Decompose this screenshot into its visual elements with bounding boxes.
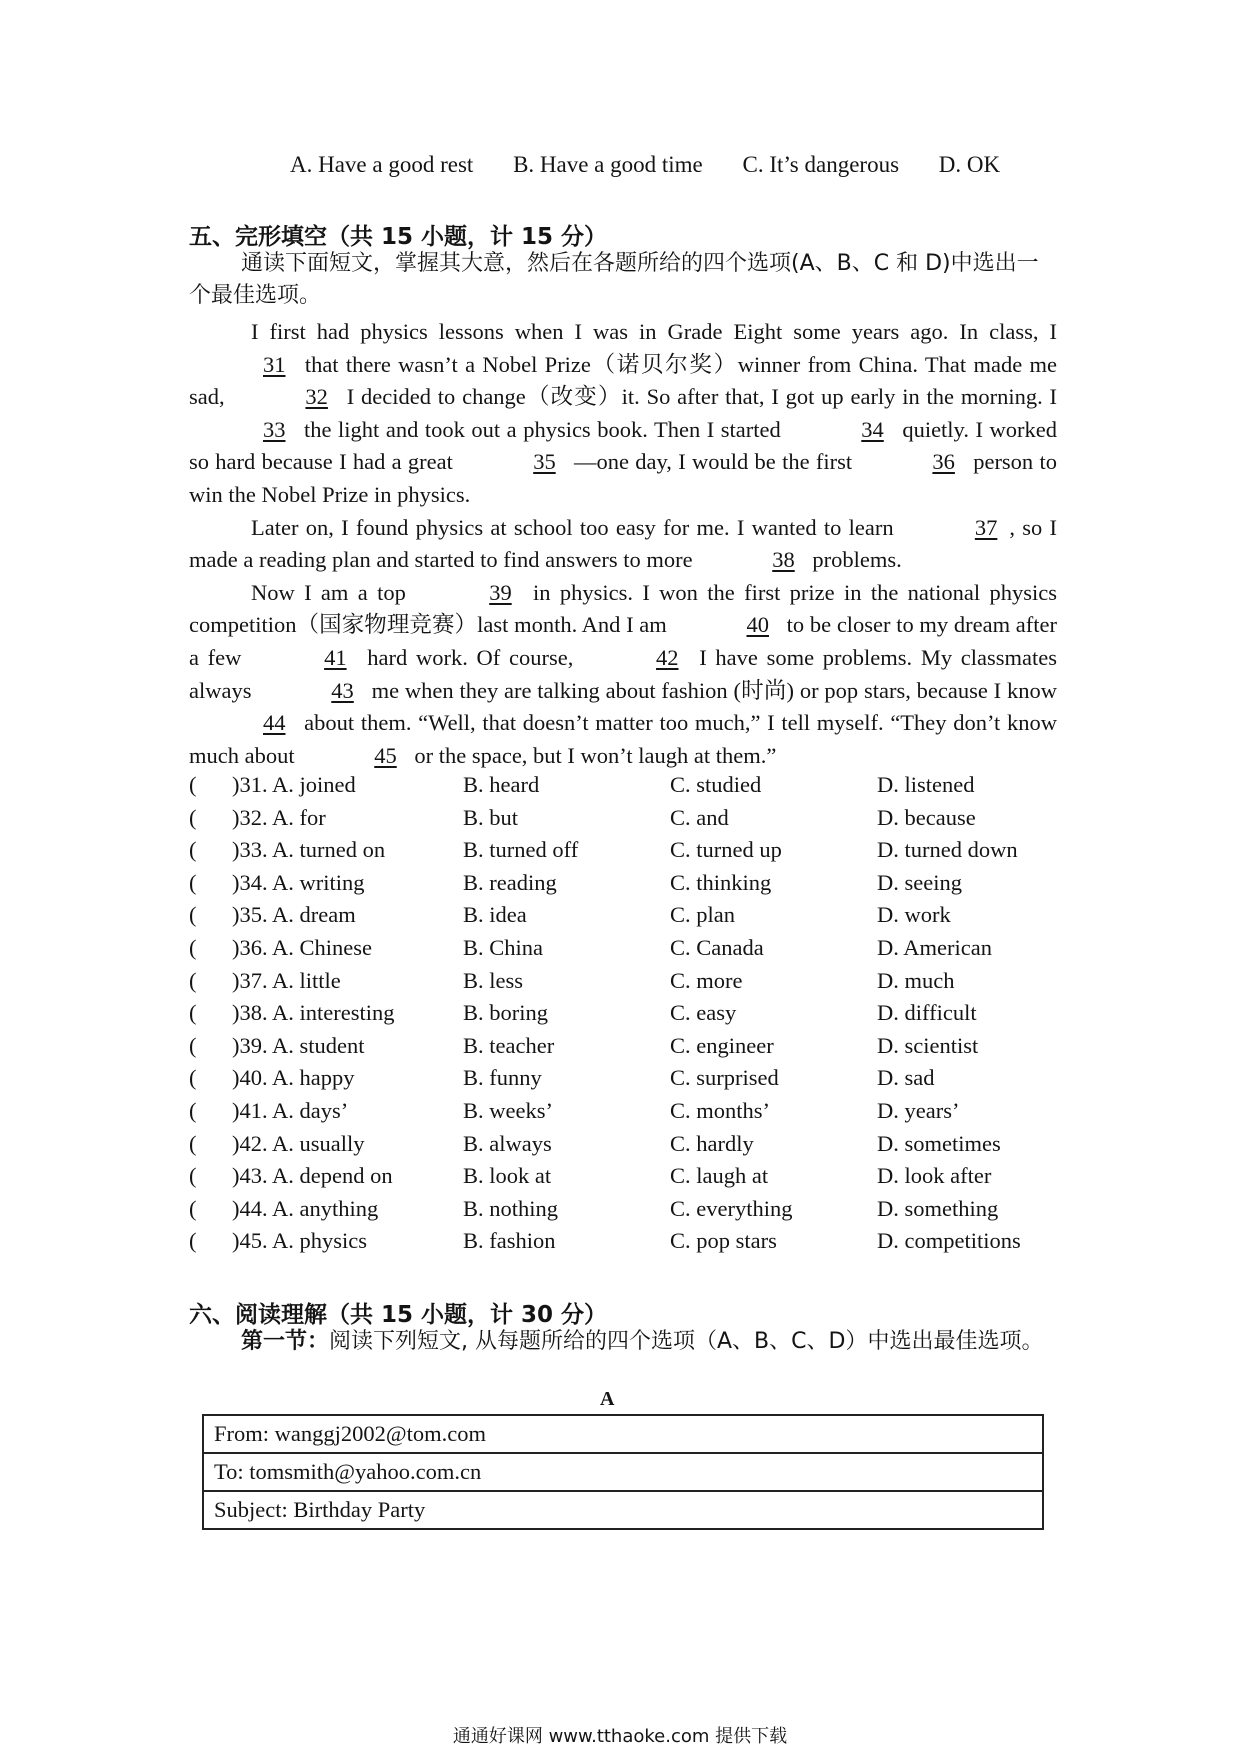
passage-label: A bbox=[600, 1388, 615, 1410]
option-c: C. pop stars bbox=[670, 1228, 777, 1254]
answer-bracket: ( bbox=[189, 1228, 197, 1254]
blank-31: 31 bbox=[263, 351, 286, 377]
option-c: C. thinking bbox=[670, 869, 772, 895]
option-d: D. years’ bbox=[877, 1097, 960, 1123]
answer-bracket: ( bbox=[189, 1032, 197, 1058]
passage-paragraph-1: I first had physics lessons when I was in Grade Eight some years ago. In class, I 31 that there wasn’t a Nobel Prize（诺贝尔奖）winner from China. That made me sad, 32 I decided to change（改变）it. So after that, I got up early in the morning. I 33 the light and took out a physics book. Then I started 34 quietly. I worked so hard because I had a great 35 —one day, I would be the first 36 person to win the Nobel Prize in physics. bbox=[189, 319, 1058, 507]
option-c: C. studied bbox=[670, 772, 762, 797]
option-b: B. less bbox=[463, 967, 524, 993]
option-c: C. turned up bbox=[670, 837, 782, 863]
option-c: C. hardly bbox=[670, 1130, 754, 1156]
blank-32: 32 bbox=[305, 384, 328, 410]
option-a: )36. A. Chinese bbox=[232, 934, 372, 960]
option-c: C. laugh at bbox=[670, 1163, 769, 1189]
option-a: )41. A. days’ bbox=[232, 1097, 349, 1123]
answer-bracket: ( bbox=[189, 837, 197, 863]
section-6-instruction: 第一节：阅读下列短文, 从每题所给的四个选项（A、B、C、D）中选出最佳选项。 bbox=[241, 1329, 1044, 1354]
answer-bracket: ( bbox=[189, 1097, 197, 1123]
option-a: )33. A. turned on bbox=[232, 837, 386, 863]
section-6-title: 六、阅读理解（共 15 小题，计 30 分） bbox=[189, 1302, 608, 1328]
option-b: B. Have a good time bbox=[513, 152, 703, 177]
option-c: C. Canada bbox=[670, 934, 764, 960]
option-b: B. but bbox=[463, 804, 519, 830]
option-a: )40. A. happy bbox=[232, 1065, 355, 1091]
passage-paragraph-3: Now I am a top 39 in physics. I won the first prize in the national physics competition（国家物理竞赛）last month. And I am 40 to be closer to my dream after a few 41 hard work. Of course, 42 I have some problems. My classmates always 43 me when they are talking about fashion (时尚) or pop stars, because I know 44 about them. “Well, that doesn’t matter too much,” I tell myself. “They don’t know much about 45 or the space, but I won’t laugh at them.” bbox=[189, 577, 1057, 773]
option-d: D. something bbox=[877, 1195, 999, 1221]
option-c: C. It’s dangerous bbox=[742, 152, 900, 177]
answer-bracket: ( bbox=[189, 1130, 197, 1156]
blank-39: 39 bbox=[489, 579, 512, 605]
option-a: )35. A. dream bbox=[232, 902, 356, 928]
option-d: D. work bbox=[877, 902, 951, 928]
blank-34: 34 bbox=[861, 416, 884, 442]
answer-bracket: ( bbox=[189, 869, 197, 895]
email-to: To: tomsmith@yahoo.com.cn bbox=[203, 1453, 1043, 1491]
option-d: D. difficult bbox=[877, 1000, 977, 1026]
email-header-table bbox=[202, 1414, 1044, 1530]
passage-paragraph-2: Later on, I found physics at school too easy for me. I wanted to learn 37 , so I made a reading plan and started to find answers to more 38 problems. bbox=[189, 512, 1057, 577]
answer-bracket: ( bbox=[189, 934, 197, 960]
option-b: B. funny bbox=[463, 1065, 542, 1091]
email-subject: Subject: Birthday Party bbox=[203, 1491, 1043, 1529]
blank-35: 35 bbox=[533, 449, 556, 475]
blank-41: 41 bbox=[324, 644, 347, 670]
option-b: B. reading bbox=[463, 869, 557, 895]
blank-43: 43 bbox=[331, 677, 354, 703]
option-b: B. China bbox=[463, 934, 544, 960]
option-b: B. heard bbox=[463, 772, 540, 797]
option-d: D. seeing bbox=[877, 869, 962, 895]
blank-42: 42 bbox=[656, 644, 679, 670]
option-d: D. listened bbox=[877, 772, 975, 797]
option-c: C. plan bbox=[670, 902, 735, 928]
option-a: )31. A. joined bbox=[232, 772, 356, 797]
option-c: C. and bbox=[670, 804, 729, 830]
option-d: D. sad bbox=[877, 1065, 935, 1091]
option-b: B. idea bbox=[463, 902, 527, 928]
footer-watermark: 通通好课网 www.tthaoke.com 提供下载 bbox=[452, 1726, 788, 1747]
answer-bracket: ( bbox=[189, 1000, 197, 1026]
answer-bracket: ( bbox=[189, 1065, 197, 1091]
answer-bracket: ( bbox=[189, 1163, 197, 1189]
option-b: B. fashion bbox=[463, 1228, 556, 1254]
cloze-passage bbox=[189, 316, 1057, 772]
blank-40: 40 bbox=[746, 612, 769, 638]
option-d: D. sometimes bbox=[877, 1130, 1001, 1156]
blank-37: 37 bbox=[974, 514, 998, 540]
answer-bracket: ( bbox=[189, 967, 197, 993]
option-a: )38. A. interesting bbox=[232, 1000, 395, 1026]
option-a: )44. A. anything bbox=[232, 1195, 379, 1221]
section-5-title: 五、完形填空（共 15 小题，计 15 分） bbox=[189, 224, 608, 250]
option-d: D. scientist bbox=[877, 1032, 979, 1058]
option-b: B. always bbox=[463, 1130, 552, 1156]
part-label: 第一节： bbox=[241, 1329, 330, 1354]
section-5-instruction: 通读下面短文，掌握其大意，然后在各题所给的四个选项(A、B、C 和 D)中选出一个最佳选项。 bbox=[189, 251, 1039, 308]
blank-36: 36 bbox=[932, 449, 955, 475]
option-d: D. competitions bbox=[877, 1228, 1021, 1254]
option-b: B. teacher bbox=[463, 1032, 555, 1058]
blank-44: 44 bbox=[263, 710, 286, 736]
option-b: B. turned off bbox=[463, 837, 579, 863]
answer-bracket: ( bbox=[189, 1195, 197, 1221]
option-a: )39. A. student bbox=[232, 1032, 365, 1058]
option-d: D. much bbox=[877, 967, 955, 993]
answer-bracket: ( bbox=[189, 772, 197, 797]
option-d: D. because bbox=[877, 804, 976, 830]
option-c: C. easy bbox=[670, 1000, 737, 1026]
option-d: D. look after bbox=[877, 1163, 992, 1189]
option-b: B. look at bbox=[463, 1163, 552, 1189]
answer-bracket: ( bbox=[189, 804, 197, 830]
option-a: )42. A. usually bbox=[232, 1130, 365, 1156]
option-a: )32. A. for bbox=[232, 804, 326, 830]
option-b: B. weeks’ bbox=[463, 1097, 553, 1123]
option-c: C. months’ bbox=[670, 1097, 771, 1123]
option-d: D. American bbox=[877, 934, 992, 960]
email-from: From: wanggj2002@tom.com bbox=[203, 1415, 1043, 1453]
blank-38: 38 bbox=[772, 547, 795, 573]
option-c: C. engineer bbox=[670, 1032, 774, 1058]
option-c: C. surprised bbox=[670, 1065, 779, 1091]
blank-33: 33 bbox=[263, 416, 286, 442]
option-c: C. more bbox=[670, 967, 743, 993]
option-c: C. everything bbox=[670, 1195, 793, 1221]
option-a: )37. A. little bbox=[232, 967, 341, 993]
option-a: )34. A. writing bbox=[232, 869, 365, 895]
option-b: B. boring bbox=[463, 1000, 549, 1026]
option-a: A. Have a good rest bbox=[290, 152, 474, 177]
previous-question-options bbox=[290, 152, 1034, 178]
option-d: D. OK bbox=[938, 152, 1001, 177]
option-a: )45. A. physics bbox=[232, 1228, 367, 1254]
option-b: B. nothing bbox=[463, 1195, 559, 1221]
answer-bracket: ( bbox=[189, 902, 197, 928]
blank-45: 45 bbox=[374, 742, 397, 768]
option-a: )43. A. depend on bbox=[232, 1163, 393, 1189]
option-d: D. turned down bbox=[877, 837, 1018, 863]
